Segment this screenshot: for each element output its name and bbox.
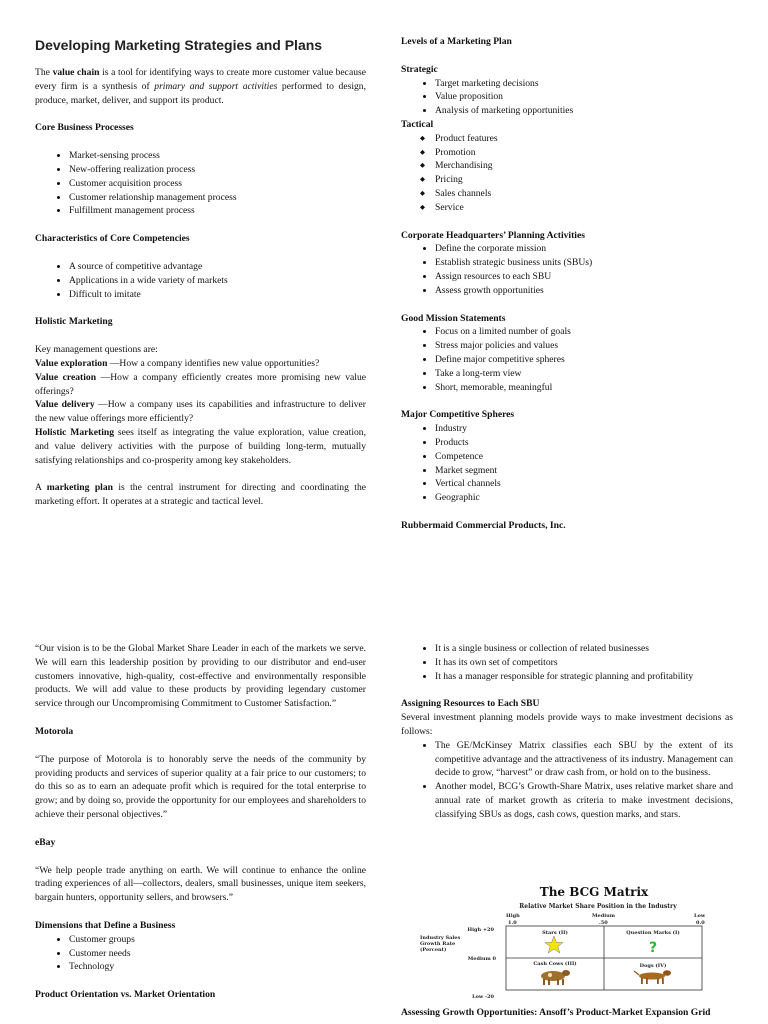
- list-item: • Define major competitive spheres: [435, 353, 733, 367]
- right-column-top: [401, 35, 733, 533]
- holistic-intro: Key management questions are:: [35, 344, 158, 356]
- value-chain-term: value chain: [52, 67, 100, 78]
- x-medium: Medium: [592, 913, 616, 919]
- list-item: • Market-sensing process: [69, 149, 366, 163]
- text: —How a company efficiently creates more promising new value offerings?: [35, 371, 366, 397]
- list-item: • Focus on a limited number of goals: [435, 325, 733, 339]
- list-item: • Geographic: [435, 491, 733, 505]
- list-item: • Market segment: [435, 464, 733, 478]
- list-item: ◆ Service: [435, 201, 733, 215]
- left-column-bottom: [35, 642, 366, 1002]
- term: Holistic Marketing: [35, 426, 114, 438]
- list-item: • New-offering realization process: [69, 163, 366, 177]
- spheres-list: [401, 422, 733, 505]
- list-item: • Technology: [69, 960, 366, 974]
- list-item: • It has its own set of competitors: [435, 656, 733, 670]
- list-item: [435, 739, 733, 780]
- ebay-heading: eBay: [35, 836, 56, 848]
- x-low-val: 0.0: [696, 920, 705, 926]
- right-column-bottom: [401, 642, 733, 822]
- list-item: ◆ Pricing: [435, 173, 733, 187]
- list-item: • A source of competitive advantage: [69, 260, 366, 274]
- quadrant-stars-label: Stars (II): [542, 930, 568, 936]
- list-item: • Take a long-term view: [435, 367, 733, 381]
- list-item: • Assign resources to each SBU: [435, 270, 733, 284]
- list-item: • Define the corporate mission: [435, 242, 733, 256]
- mission-list: [401, 325, 733, 394]
- assigning-list: [401, 739, 733, 822]
- x-high: High: [506, 913, 520, 919]
- quadrant-dogs-label: Dogs (IV): [639, 963, 667, 969]
- y-medium: Medium 0: [467, 956, 496, 962]
- dimensions-list: [35, 933, 366, 974]
- value-exploration: [35, 357, 366, 371]
- core-processes-list: [35, 149, 366, 218]
- x-high-val: 1.0: [508, 920, 517, 926]
- core-competencies-list: [35, 260, 366, 301]
- quadrant-cash-label: Cash Cows (III): [533, 961, 577, 967]
- motorola-quote: “The purpose of Motorola is to honorably serve the needs of the community by providing products and services of superior quality at a fair price to our customers; to do this so as to earn an adequate profit which is required for the total enterprise to grow; and by doing so, provide the opportunity for our employees and shareholders to achieve their personal objectives.”: [35, 753, 366, 820]
- rubbermaid-quote: “Our vision is to be the Global Market Share Leader in each of the markets we serve. We will earn this leadership position by providing to our distributor and end-user customers innovative, high-quality, cost-effective and environmentally responsible products. We will add value to these products by providing legendary customer service through our Uncompromising Commitment to Customer Satisfaction.”: [35, 643, 366, 710]
- list-item: • Establish strategic business units (SBUs): [435, 256, 733, 270]
- ansoff-heading: Assessing Growth Opportunities: Ansoff’s Product-Market Expansion Grid: [401, 1007, 711, 1018]
- term: marketing plan: [46, 482, 113, 494]
- bcg-matrix-figure: [418, 880, 718, 1000]
- list-item: • Competence: [435, 450, 733, 464]
- text: —How a company identifies new value opportunities?: [107, 357, 320, 369]
- assigning-heading: Assigning Resources to Each SBU: [401, 698, 540, 710]
- list-item: • Short, memorable, meaningful: [435, 381, 733, 395]
- y-high: High +20: [467, 927, 494, 933]
- list-item: ◆ Sales channels: [435, 187, 733, 201]
- list-item: • Value proposition: [435, 90, 733, 104]
- list-item: • Fulfillment management process: [69, 204, 366, 218]
- y-label-1: Industry Sales: [420, 935, 461, 941]
- assigning-intro: Several investment planning models provide ways to make investment decisions as follows:: [401, 712, 733, 737]
- motorola-heading: Motorola: [35, 725, 74, 737]
- text: A: [35, 482, 47, 494]
- y-label-2: Growth Rate: [420, 941, 456, 947]
- tactical-list: [401, 132, 733, 215]
- text: is the central instrument for directing and coordinating the marketing effort. It operates at a strategic and tactical level.: [35, 482, 366, 508]
- list-item: • It has a manager responsible for strategic planning and profitability: [435, 670, 733, 684]
- list-item: • Vertical channels: [435, 477, 733, 491]
- core-processes-heading: Core Business Processes: [35, 122, 134, 134]
- text: performed to design, produce, market, deliver, and support its product.: [35, 80, 366, 106]
- orientation-heading: Product Orientation vs. Market Orientation: [35, 989, 216, 1001]
- question-mark-icon: ?: [648, 940, 658, 956]
- text: —How a company uses its capabilities and infrastructure to deliver the new value offerings more efficiently?: [35, 399, 366, 425]
- corporate-hq-list: [401, 242, 733, 297]
- holistic-marketing-paragraph: [35, 426, 366, 467]
- mission-heading: Good Mission Statements: [401, 312, 506, 324]
- term: Value delivery: [35, 399, 95, 411]
- holistic-heading: Holistic Marketing: [35, 316, 113, 328]
- marketing-plan-paragraph: [35, 481, 366, 509]
- bcg-title: The BCG Matrix: [539, 885, 649, 899]
- list-item: • Target marketing decisions: [435, 77, 733, 91]
- list-item: ◆ Merchandising: [435, 159, 733, 173]
- ebay-quote: “We help people trade anything on earth. We will continue to enhance the online trading experiences of all—collectors, dealers, small businesses, unique item seekers, bargain hunters, opportunity sellers, and browsers.”: [35, 864, 366, 904]
- value-chain-paragraph: [35, 66, 366, 107]
- value-delivery: [35, 398, 366, 426]
- ansoff-section: [401, 1006, 733, 1020]
- value-creation: [35, 371, 366, 399]
- list-item: • Applications in a wide variety of markets: [69, 274, 366, 288]
- list-item: • Industry: [435, 422, 733, 436]
- list-item: • Products: [435, 436, 733, 450]
- term: Value creation: [35, 371, 97, 383]
- italic-text: primary and support activities: [154, 80, 278, 92]
- text: sees itself as integrating the value exploration, value creation, and value delivery activities with the purpose of building long-term, mutually satisfying relationships and co-prosperity among key stakeholders.: [35, 426, 366, 466]
- strategic-list: [401, 77, 733, 118]
- y-low: Low -20: [472, 994, 494, 1000]
- list-item: • Customer relationship management process: [69, 191, 366, 205]
- x-low: Low: [694, 913, 706, 919]
- rubbermaid-heading: Rubbermaid Commercial Products, Inc.: [401, 519, 566, 531]
- levels-heading: Levels of a Marketing Plan: [401, 36, 512, 47]
- list-item: ◆ Promotion: [435, 146, 733, 160]
- x-medium-val: .50: [599, 920, 608, 926]
- left-column-top: [35, 36, 366, 509]
- list-item: [435, 780, 733, 821]
- text: is a tool for identifying ways to create more customer value because every firm is a synthesis of: [35, 67, 366, 92]
- strategic-label: Strategic: [401, 63, 438, 75]
- spheres-heading: Major Competitive Spheres: [401, 409, 515, 421]
- list-item: • Customer acquisition process: [69, 177, 366, 191]
- list-item: • Customer groups: [69, 933, 366, 947]
- list-item: • Difficult to imitate: [69, 288, 366, 302]
- list-item: • It is a single business or collection of related businesses: [435, 642, 733, 656]
- list-item: • Stress major policies and values: [435, 339, 733, 353]
- quadrant-question-label: Question Marks (I): [626, 930, 680, 936]
- bcg-subtitle: Relative Market Share Position in the Industry: [519, 903, 677, 910]
- tactical-label: Tactical: [401, 118, 434, 130]
- list-item: ◆ Product features: [435, 132, 733, 146]
- dimensions-heading: Dimensions that Define a Business: [35, 919, 176, 931]
- text: • The GE/McKinsey Matrix classifies each SBU by the extent of its competitive advantage and the attractiveness of its industry. Management can decide to grow, “harvest” or draw cash from, or hold on to the business.: [435, 739, 733, 779]
- list-item: • Customer needs: [69, 947, 366, 961]
- term: Value exploration: [35, 357, 108, 369]
- text: • Another model, BCG’s Growth-Share Matrix, uses relative market share and annual rate of market growth as criteria to make investment decisions, classifying SBUs as dogs, cash cows, question marks, and stars.: [435, 781, 733, 820]
- list-item: • Analysis of marketing opportunities: [435, 104, 733, 118]
- sbu-list: [401, 642, 733, 683]
- text: The: [35, 67, 53, 78]
- core-competencies-heading: Characteristics of Core Competencies: [35, 233, 190, 245]
- corporate-hq-heading: Corporate Headquarters’ Planning Activities: [401, 229, 585, 241]
- page-title: Developing Marketing Strategies and Plans: [35, 37, 323, 53]
- y-label-3: (Percent): [420, 947, 447, 953]
- list-item: • Assess growth opportunities: [435, 284, 733, 298]
